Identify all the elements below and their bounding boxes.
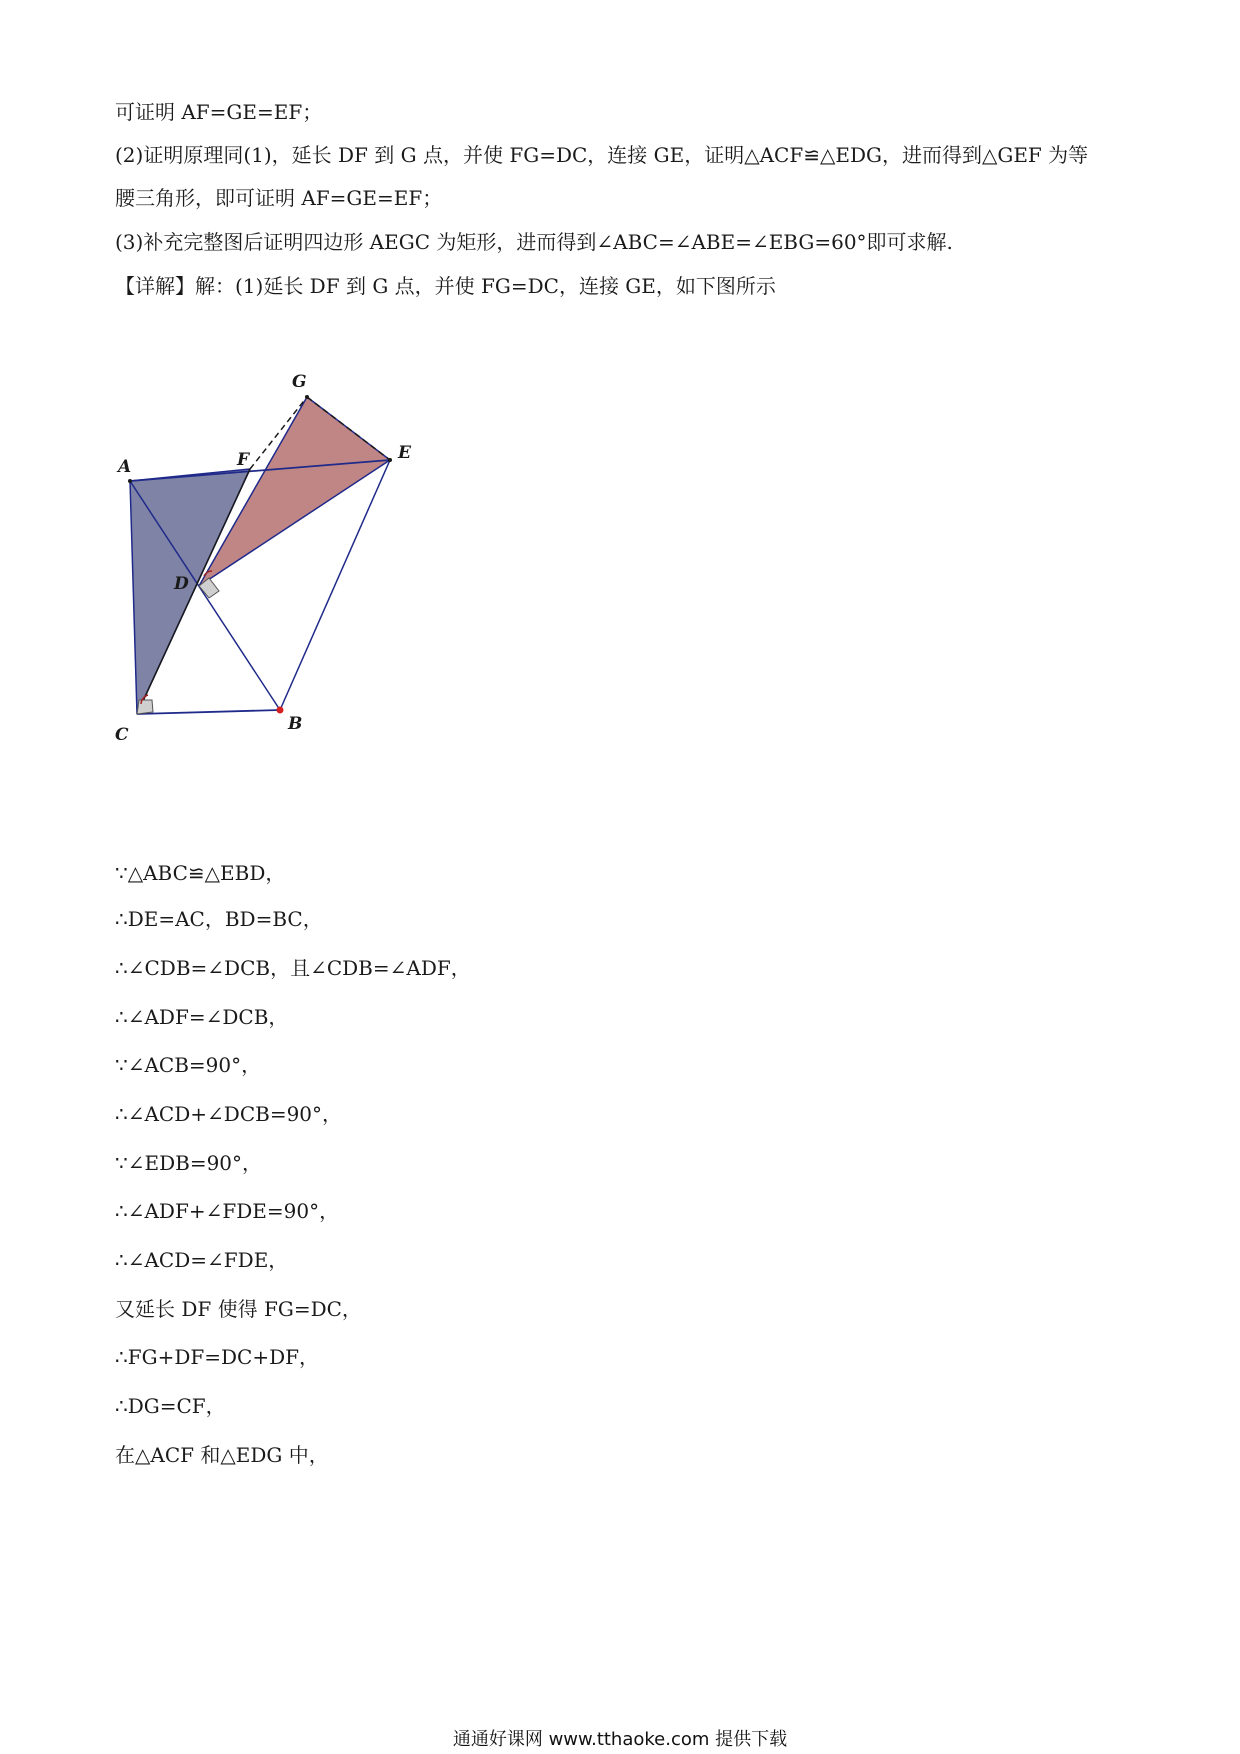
geometry-figure [112, 365, 472, 820]
proof-line-5: ∵∠ACB=90°， [115, 1053, 262, 1077]
point-e [388, 458, 392, 462]
detail-heading: 【详解】解：(1)延长 DF 到 G 点，并使 FG=DC，连接 GE，如下图所示 [115, 274, 776, 298]
proof-line-1: ∵△ABC≌△EBD， [115, 861, 286, 885]
proof-line-2: ∴DE=AC，BD=BC， [115, 907, 323, 931]
label-g: G [292, 372, 307, 392]
proof-line-3: ∴∠CDB=∠DCB，且∠CDB=∠ADF， [115, 956, 471, 980]
proof-line-11: ∴FG+DF=DC+DF， [115, 1345, 320, 1369]
label-c: C [115, 725, 129, 745]
label-f: F [237, 450, 250, 470]
segment-cb [137, 710, 280, 714]
proof-line-8: ∴∠ADF+∠FDE=90°， [115, 1199, 340, 1223]
label-e: E [398, 443, 411, 463]
text-line-1: 可证明 AF=GE=EF； [115, 100, 323, 124]
proof-line-10: 又延长 DF 使得 FG=DC， [115, 1297, 362, 1321]
triangle-acf [130, 469, 250, 714]
proof-line-6: ∴∠ACD+∠DCB=90°， [115, 1102, 343, 1126]
point-a [128, 479, 132, 483]
proof-line-4: ∴∠ADF=∠DCB， [115, 1005, 289, 1029]
footer-watermark: 通通好课网 www.tthaoke.com 提供下载 [452, 1729, 788, 1750]
label-a: A [118, 457, 132, 477]
label-d: D [174, 574, 189, 594]
right-angle-mark-c [137, 700, 153, 714]
proof-line-7: ∵∠EDB=90°， [115, 1151, 263, 1175]
point-g [305, 395, 309, 399]
proof-line-9: ∴∠ACD=∠FDE， [115, 1248, 289, 1272]
point-b [277, 707, 284, 714]
proof-line-13: 在△ACF 和△EDG 中， [115, 1443, 329, 1467]
text-line-4: (3)补充完整图后证明四边形 AEGC 为矩形，进而得到∠ABC=∠ABE=∠EBG=60°即可求解. [115, 230, 953, 254]
text-line-2: (2)证明原理同(1)，延长 DF 到 G 点，并使 FG=DC，连接 GE，证明△ACF≌△EDG，进而得到△GEF 为等 [115, 143, 1089, 167]
label-b: B [288, 714, 303, 734]
proof-line-12: ∴DG=CF， [115, 1394, 226, 1418]
text-line-3: 腰三角形，即可证明 AF=GE=EF； [115, 186, 443, 210]
